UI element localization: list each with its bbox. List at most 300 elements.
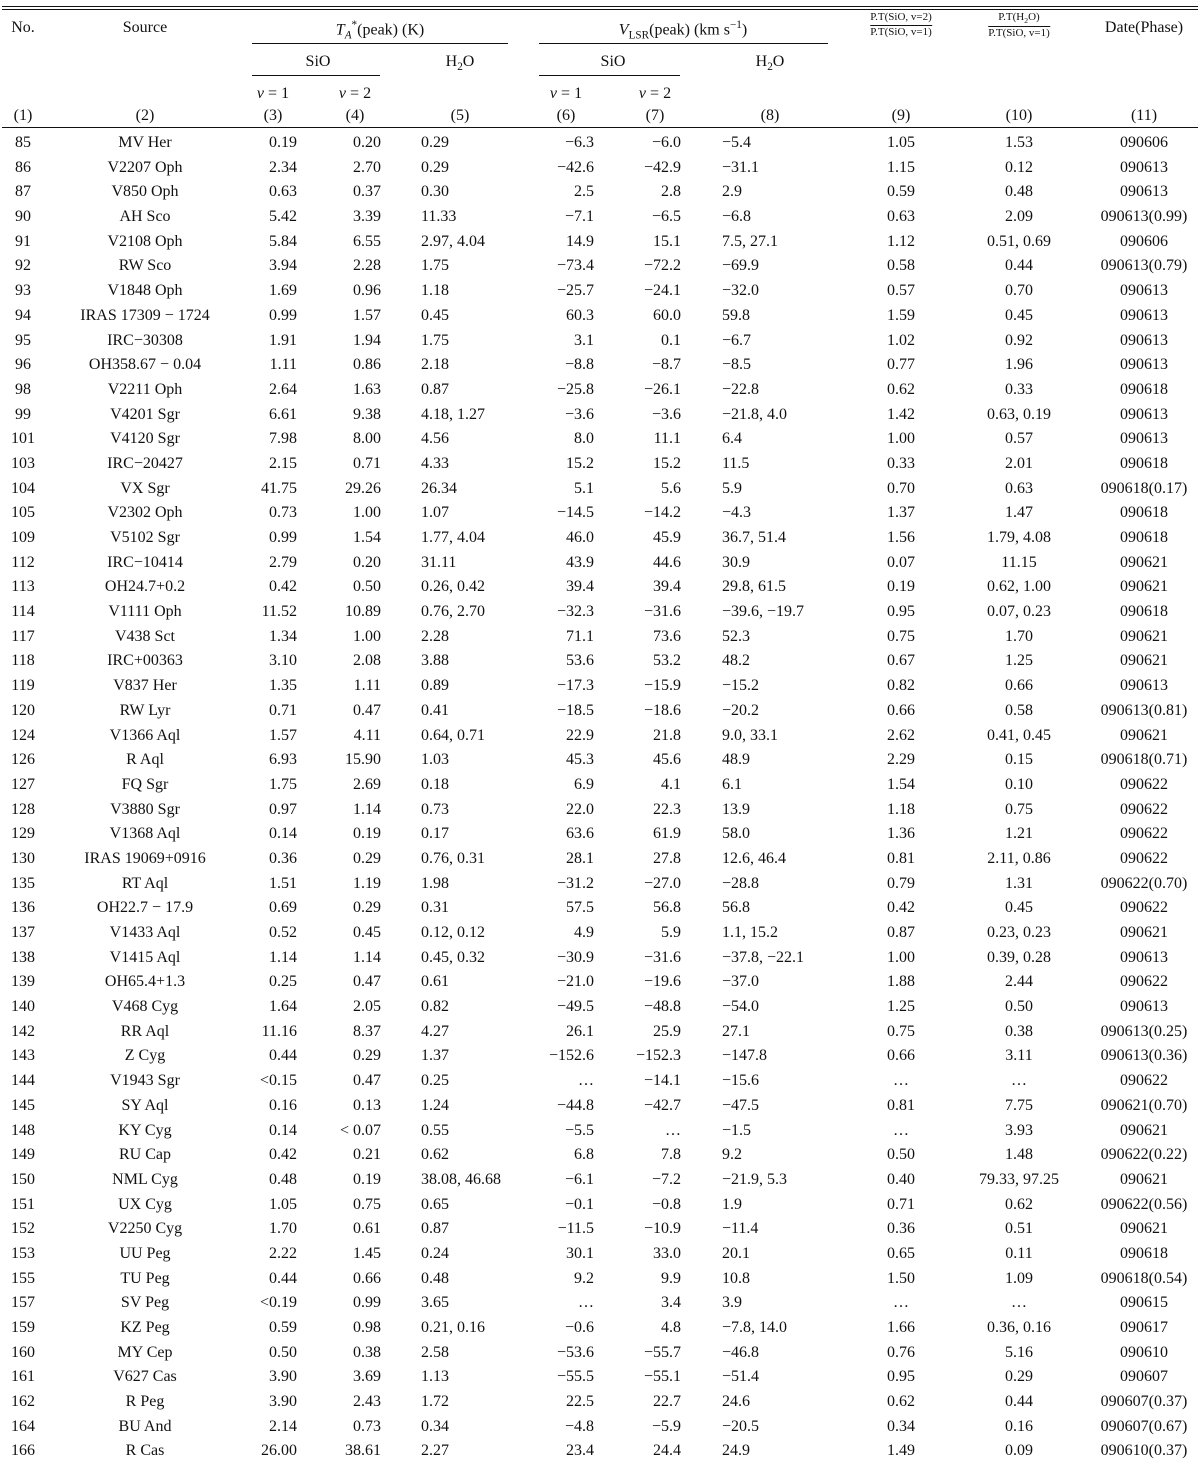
cell-vlsr-sio-v2: 4.8 xyxy=(661,1319,681,1336)
cell-vlsr-sio-v1: −152.6 xyxy=(548,1047,594,1065)
cell-ta-h2o: 0.29 xyxy=(421,158,449,176)
cell-vlsr-sio-v1: 5.1 xyxy=(574,479,594,497)
cell-ta-sio-v1: 3.94 xyxy=(269,257,297,275)
cell-source: V1943 Sgr xyxy=(110,1072,180,1090)
cell-number: 164 xyxy=(11,1417,35,1435)
cell-vlsr-sio-v2: −10.9 xyxy=(643,1220,681,1238)
cell-vlsr-sio-v2: −55.7 xyxy=(643,1343,681,1361)
cell-vlsr-h2o: 56.8 xyxy=(722,899,750,917)
cell-source: V1415 Aql xyxy=(109,948,181,966)
cell-date-phase: 090607(0.37) xyxy=(1100,1393,1188,1411)
cell-vlsr-h2o: 58.0 xyxy=(722,825,750,843)
cell-ta-sio-v2: 2.70 xyxy=(353,158,381,176)
cell-date-phase: 090613(0.81) xyxy=(1100,701,1188,719)
cell-source: V1433 Aql xyxy=(109,924,181,941)
cell-vlsr-sio-v2: −55.1 xyxy=(643,1368,681,1386)
cell-number: 92 xyxy=(15,257,31,275)
cell-date-phase: 090622 xyxy=(1120,1072,1168,1090)
cell-vlsr-sio-v2: 22.7 xyxy=(653,1393,681,1411)
cell-vlsr-sio-v2: −42.7 xyxy=(643,1096,681,1114)
cell-vlsr-sio-v1: 22.5 xyxy=(566,1393,594,1411)
cell-ratio-sio: 1.05 xyxy=(887,134,915,151)
cell-ratio-h2o: 1.21 xyxy=(1005,825,1033,843)
cell-number: 135 xyxy=(11,874,35,892)
table-row xyxy=(0,452,1200,477)
cell-ratio-sio: 0.79 xyxy=(887,874,915,892)
cell-ratio-sio: 0.71 xyxy=(887,1195,915,1213)
cell-date-phase: 090613 xyxy=(1120,158,1168,176)
cell-ratio-sio: 0.65 xyxy=(887,1244,915,1262)
cell-date-phase: 090622(0.22) xyxy=(1100,1146,1188,1164)
cell-vlsr-sio-v1: −49.5 xyxy=(556,998,594,1016)
cell-ta-sio-v2: 0.73 xyxy=(353,1417,381,1435)
table-row xyxy=(0,649,1200,674)
cell-vlsr-h2o: 1.9 xyxy=(722,1195,742,1213)
cell-number: 128 xyxy=(11,800,35,818)
table-row xyxy=(0,304,1200,329)
cell-number: 127 xyxy=(11,775,35,793)
cell-ratio-sio: 1.00 xyxy=(887,430,915,448)
cell-ta-sio-v1: 2.64 xyxy=(269,380,297,398)
cell-vlsr-sio-v2: −8.7 xyxy=(651,356,681,374)
cell-vlsr-sio-v1: 63.6 xyxy=(566,825,594,843)
cell-vlsr-sio-v1: 3.1 xyxy=(574,331,594,349)
cell-date-phase: 090613(0.36) xyxy=(1100,1047,1188,1065)
cell-vlsr-h2o: −51.4 xyxy=(722,1368,760,1386)
cell-ta-h2o: 0.76, 2.70 xyxy=(421,603,485,621)
cell-ratio-h2o: 0.16 xyxy=(1005,1417,1033,1435)
cell-date-phase: 090622 xyxy=(1120,775,1168,793)
cell-ratio-sio: 1.36 xyxy=(887,825,915,843)
cell-ta-sio-v2: 0.47 xyxy=(353,973,381,991)
cell-ratio-h2o: 3.11 xyxy=(1005,1047,1033,1065)
cell-vlsr-sio-v2: −152.3 xyxy=(635,1047,681,1065)
cell-source: V4120 Sgr xyxy=(110,430,180,448)
cell-ta-sio-v1: 0.44 xyxy=(269,1047,297,1065)
cell-source: V1848 Oph xyxy=(107,282,183,300)
cell-vlsr-sio-v1: −55.5 xyxy=(556,1368,594,1386)
cell-source: V627 Cas xyxy=(113,1368,177,1386)
top-rule xyxy=(2,6,1198,7)
cell-vlsr-sio-v2: −31.6 xyxy=(643,603,681,621)
cell-ta-sio-v2: 9.38 xyxy=(353,405,381,423)
cell-ta-sio-v2: 29.26 xyxy=(345,479,381,497)
cell-vlsr-h2o: −39.6, −19.7 xyxy=(722,603,805,621)
table-row xyxy=(0,625,1200,650)
cell-date-phase: 090618 xyxy=(1120,529,1168,546)
cell-source: RR Aql xyxy=(120,1022,170,1040)
cell-vlsr-h2o: 7.5, 27.1 xyxy=(722,232,778,250)
cell-vlsr-sio-v2: 22.3 xyxy=(653,800,681,818)
cell-ratio-sio: 0.95 xyxy=(887,1368,915,1386)
cell-vlsr-h2o: −15.6 xyxy=(722,1072,760,1090)
cell-source: KY Cyg xyxy=(118,1121,172,1139)
cell-source: V850 Oph xyxy=(111,183,179,201)
cell-ta-sio-v2: 3.69 xyxy=(353,1368,381,1386)
cell-ta-sio-v1: 0.36 xyxy=(269,849,297,867)
cell-date-phase: 090606 xyxy=(1120,134,1168,151)
cell-vlsr-sio-v2: 60.0 xyxy=(653,306,681,324)
cell-ta-sio-v1: 0.14 xyxy=(269,825,297,843)
cell-ta-h2o: 1.13 xyxy=(421,1368,449,1386)
header-ratio-h2o: $P.T(H_2O)$ P.T(SiO, v=1) xyxy=(988,11,1050,40)
cell-ta-sio-v1: 2.34 xyxy=(269,158,297,176)
colnum-4: (4) xyxy=(345,107,365,124)
cell-vlsr-sio-v1: −25.7 xyxy=(556,282,594,300)
cell-ratio-h2o: 0.63, 0.19 xyxy=(987,405,1051,423)
cell-vlsr-sio-v2: −15.9 xyxy=(643,677,681,695)
cell-ta-sio-v2: 2.05 xyxy=(353,998,381,1016)
cell-ratio-sio: 0.75 xyxy=(887,1022,915,1040)
cell-ta-sio-v2: 3.39 xyxy=(353,208,381,226)
cell-date-phase: 090621(0.70) xyxy=(1100,1096,1188,1114)
cell-ratio-sio: 0.59 xyxy=(887,183,915,201)
cell-vlsr-sio-v2: −6.5 xyxy=(651,208,681,226)
cell-ratio-h2o: 0.51, 0.69 xyxy=(987,232,1051,250)
cell-ta-sio-v2: 0.45 xyxy=(353,924,381,941)
cell-ta-sio-v1: 0.25 xyxy=(269,973,297,991)
cell-ta-h2o: 0.25 xyxy=(421,1072,449,1090)
cell-ta-h2o: 1.37 xyxy=(421,1047,449,1065)
cell-date-phase: 090613 xyxy=(1120,677,1168,695)
cell-date-phase: 090613(0.99) xyxy=(1100,208,1188,226)
cell-vlsr-sio-v1: 2.5 xyxy=(574,183,594,201)
cell-source: RW Sco xyxy=(118,257,172,275)
cell-ratio-sio: 0.81 xyxy=(887,849,915,867)
cell-ta-sio-v1: 1.35 xyxy=(269,677,297,695)
table-row xyxy=(0,773,1200,798)
cell-source: OH24.7+0.2 xyxy=(104,578,186,596)
colnum-11: (11) xyxy=(1130,107,1158,124)
cell-vlsr-sio-v2: 27.8 xyxy=(653,849,681,867)
cell-ta-sio-v2: 1.94 xyxy=(353,331,381,349)
cell-source: V1366 Aql xyxy=(109,726,181,744)
table-row xyxy=(0,946,1200,971)
cell-vlsr-sio-v1: −30.9 xyxy=(556,948,594,966)
cell-ta-sio-v1: 1.51 xyxy=(269,874,297,892)
cell-ta-h2o: 2.58 xyxy=(421,1343,449,1361)
cell-vlsr-sio-v1: 23.4 xyxy=(566,1442,594,1460)
cell-ta-sio-v1: 1.91 xyxy=(269,331,297,349)
cell-vlsr-sio-v1: −14.5 xyxy=(556,504,594,522)
cell-vlsr-sio-v2: 25.9 xyxy=(653,1022,681,1040)
cell-date-phase: 090622 xyxy=(1120,800,1168,818)
cell-vlsr-sio-v2: 11.1 xyxy=(653,430,681,448)
cell-ratio-h2o: 0.66 xyxy=(1005,677,1033,695)
header-v1-ta: v = 1 xyxy=(256,85,290,102)
cell-number: 104 xyxy=(11,479,35,497)
cell-vlsr-h2o: −21.8, 4.0 xyxy=(722,405,788,423)
cell-ratio-sio: 0.33 xyxy=(887,454,915,472)
cell-vlsr-h2o: −37.0 xyxy=(722,973,760,991)
cell-vlsr-h2o: 10.8 xyxy=(722,1269,750,1287)
table-row xyxy=(0,501,1200,526)
cell-source: OH358.67 − 0.04 xyxy=(88,356,202,374)
cell-vlsr-h2o: −11.4 xyxy=(722,1220,759,1238)
cell-date-phase: 090621 xyxy=(1120,652,1168,670)
cell-date-phase: 090610(0.37) xyxy=(1100,1442,1188,1460)
cell-vlsr-sio-v2: 0.1 xyxy=(661,331,681,349)
cell-ratio-sio: 0.62 xyxy=(887,380,915,398)
cell-vlsr-sio-v1: −32.3 xyxy=(556,603,594,621)
cell-number: 85 xyxy=(15,134,31,151)
cell-vlsr-h2o: 52.3 xyxy=(722,627,750,645)
cell-ratio-h2o: 0.45 xyxy=(1005,306,1033,324)
cell-ratio-sio: 1.12 xyxy=(887,232,915,250)
table-row xyxy=(0,254,1200,279)
cell-ratio-sio: 0.58 xyxy=(887,257,915,275)
table-row xyxy=(0,1044,1200,1069)
cell-ratio-h2o: 0.45 xyxy=(1005,899,1033,917)
table-row xyxy=(0,131,1200,156)
cell-ta-sio-v1: 0.63 xyxy=(269,183,297,201)
cell-source: UX Cyg xyxy=(118,1195,172,1213)
cell-vlsr-h2o: −20.5 xyxy=(722,1417,760,1435)
cell-ratio-h2o: 2.09 xyxy=(1005,208,1033,226)
table-row xyxy=(0,995,1200,1020)
cell-ratio-h2o: 0.36, 0.16 xyxy=(987,1319,1051,1336)
cell-ta-sio-v2: 15.90 xyxy=(345,751,381,769)
cell-vlsr-h2o: 20.1 xyxy=(722,1244,750,1262)
cell-vlsr-h2o: −28.8 xyxy=(722,874,760,892)
cell-date-phase: 090613 xyxy=(1120,356,1168,374)
cell-ratio-h2o: 1.79, 4.08 xyxy=(987,529,1051,546)
cell-ratio-sio: 2.62 xyxy=(887,726,915,744)
cell-ta-h2o: 0.82 xyxy=(421,998,449,1016)
cell-number: 159 xyxy=(11,1319,35,1336)
cell-vlsr-sio-v2: 5.9 xyxy=(661,924,681,941)
cell-ta-sio-v1: 1.05 xyxy=(269,1195,297,1213)
cell-ta-sio-v1: 2.15 xyxy=(269,454,297,472)
cell-source: V2108 Oph xyxy=(107,232,183,250)
cell-source: OH65.4+1.3 xyxy=(104,973,186,991)
table-row xyxy=(0,921,1200,946)
table-row xyxy=(0,822,1200,847)
cell-number: 136 xyxy=(11,899,35,917)
cell-ratio-h2o: 0.39, 0.28 xyxy=(987,948,1051,966)
cell-ratio-sio: 2.29 xyxy=(887,751,915,769)
cell-date-phase: 090622(0.56) xyxy=(1100,1195,1188,1213)
cell-date-phase: 090607(0.67) xyxy=(1100,1417,1188,1435)
cell-number: 95 xyxy=(15,331,31,349)
cell-vlsr-h2o: 9.2 xyxy=(722,1146,742,1164)
cell-vlsr-sio-v2: 44.6 xyxy=(653,553,681,571)
cell-ta-sio-v1: 0.42 xyxy=(269,578,297,596)
cell-ratio-sio: 0.57 xyxy=(887,282,915,300)
cell-ratio-h2o: 0.09 xyxy=(1005,1442,1033,1460)
cell-ratio-h2o: 1.48 xyxy=(1005,1146,1033,1164)
cell-ratio-h2o: 11.15 xyxy=(1001,553,1037,571)
cell-vlsr-h2o: 29.8, 61.5 xyxy=(722,578,786,596)
cell-number: 143 xyxy=(11,1047,35,1065)
cell-date-phase: 090622(0.70) xyxy=(1100,874,1188,892)
table-row xyxy=(0,724,1200,749)
cell-vlsr-sio-v1: −53.6 xyxy=(556,1343,594,1361)
cell-number: 94 xyxy=(15,306,31,324)
cell-number: 112 xyxy=(11,553,35,571)
cell-vlsr-sio-v2: 21.8 xyxy=(653,726,681,744)
cell-ta-h2o: 3.88 xyxy=(421,652,449,670)
cell-ta-h2o: 2.18 xyxy=(421,356,449,374)
cell-vlsr-sio-v1: −8.8 xyxy=(564,356,594,374)
cell-vlsr-sio-v2: 5.6 xyxy=(661,479,681,497)
cell-ta-h2o: 0.31 xyxy=(421,899,449,917)
cell-ta-sio-v1: 1.34 xyxy=(269,627,297,645)
cell-vlsr-sio-v1: 57.5 xyxy=(566,899,594,917)
cell-vlsr-sio-v1: … xyxy=(578,1072,594,1090)
cell-vlsr-sio-v2: 7.8 xyxy=(661,1146,681,1164)
cell-date-phase: 090613 xyxy=(1120,282,1168,300)
table-row xyxy=(0,1439,1200,1464)
cell-vlsr-h2o: 9.0, 33.1 xyxy=(722,726,778,744)
table-row xyxy=(0,180,1200,205)
cell-source: V2250 Cyg xyxy=(107,1220,183,1238)
cell-ta-sio-v2: 0.86 xyxy=(353,356,381,374)
colnum-2: (2) xyxy=(135,107,155,124)
cell-ta-sio-v2: 0.19 xyxy=(353,825,381,843)
cell-number: 118 xyxy=(11,652,35,670)
cell-vlsr-sio-v2: 15.2 xyxy=(653,454,681,472)
cell-ratio-sio: 0.82 xyxy=(887,677,915,695)
cell-vlsr-h2o: −21.9, 5.3 xyxy=(722,1170,788,1188)
cell-number: 126 xyxy=(11,751,35,769)
cell-vlsr-sio-v1: 45.3 xyxy=(566,751,594,769)
header-ta-peak: $T_A^*(peak)$ (K) xyxy=(335,19,425,42)
table-row xyxy=(0,970,1200,995)
cell-vlsr-sio-v1: −44.8 xyxy=(556,1096,594,1114)
cell-ta-sio-v1: 0.99 xyxy=(269,529,297,546)
sio-ta-rule xyxy=(252,75,380,76)
cell-number: 105 xyxy=(11,504,35,522)
cell-source: V3880 Sgr xyxy=(110,800,180,818)
cell-ta-h2o: 0.18 xyxy=(421,775,449,793)
cell-source: BU And xyxy=(118,1417,172,1435)
cell-ratio-h2o: 0.44 xyxy=(1005,257,1033,275)
cell-ratio-sio: 1.18 xyxy=(887,800,915,818)
cell-source: RU Cap xyxy=(119,1146,171,1164)
header-date-phase: Date(Phase) xyxy=(1104,19,1184,36)
cell-vlsr-h2o: −4.3 xyxy=(722,504,752,522)
cell-source: V2302 Oph xyxy=(107,504,183,522)
cell-ratio-h2o: 1.70 xyxy=(1005,627,1033,645)
header-sio-vlsr: SiO xyxy=(600,53,626,70)
cell-source: R Aql xyxy=(126,751,164,769)
cell-date-phase: 090613(0.79) xyxy=(1100,257,1188,275)
cell-date-phase: 090618(0.54) xyxy=(1100,1269,1188,1287)
cell-ratio-h2o: 0.62, 1.00 xyxy=(987,578,1051,596)
cell-ratio-sio: 1.15 xyxy=(887,158,915,176)
cell-ratio-sio: 0.76 xyxy=(887,1343,915,1361)
cell-vlsr-sio-v1: 39.4 xyxy=(566,578,594,596)
cell-ta-sio-v2: 0.13 xyxy=(353,1096,381,1114)
cell-vlsr-sio-v1: 14.9 xyxy=(566,232,594,250)
cell-date-phase: 090622 xyxy=(1120,849,1168,867)
cell-source: IRAS 17309 − 1724 xyxy=(80,306,210,324)
cell-number: 119 xyxy=(11,677,35,695)
cell-number: 138 xyxy=(11,948,35,966)
cell-vlsr-h2o: −8.5 xyxy=(722,356,752,374)
cell-vlsr-sio-v2: −14.2 xyxy=(643,504,681,522)
cell-ta-sio-v2: 2.69 xyxy=(353,775,381,793)
colnum-9: (9) xyxy=(891,107,911,124)
cell-vlsr-sio-v1: 71.1 xyxy=(566,627,594,645)
cell-ta-h2o: 0.45, 0.32 xyxy=(421,948,485,966)
cell-ratio-sio: 0.62 xyxy=(887,1393,915,1411)
cell-vlsr-sio-v2: 39.4 xyxy=(653,578,681,596)
cell-ratio-sio: 0.87 xyxy=(887,924,915,941)
cell-ratio-h2o: 3.93 xyxy=(1005,1121,1033,1139)
cell-ratio-h2o: 0.48 xyxy=(1005,183,1033,201)
cell-ta-sio-v2: 1.57 xyxy=(353,306,381,324)
cell-date-phase: 090621 xyxy=(1120,726,1168,744)
cell-date-phase: 090613 xyxy=(1120,998,1168,1016)
cell-date-phase: 090622 xyxy=(1120,899,1168,917)
cell-date-phase: 090618 xyxy=(1120,603,1168,621)
cell-vlsr-sio-v2: −14.1 xyxy=(643,1072,681,1090)
cell-ta-sio-v2: 0.47 xyxy=(353,1072,381,1090)
table-body xyxy=(0,131,1200,1464)
table-row xyxy=(0,1316,1200,1341)
cell-ta-sio-v1: 2.14 xyxy=(269,1417,297,1435)
cell-ratio-sio: 1.37 xyxy=(887,504,915,522)
header-vlsr-peak: $V_{LSR}(peak)$ (km $s^{-1}$) xyxy=(618,19,748,42)
table-row xyxy=(0,329,1200,354)
cell-vlsr-sio-v1: −7.1 xyxy=(564,208,594,226)
cell-ratio-sio: 1.50 xyxy=(887,1269,915,1287)
cell-ta-sio-v1: 7.98 xyxy=(269,430,297,448)
cell-ta-sio-v2: 1.54 xyxy=(353,529,381,546)
cell-number: 140 xyxy=(11,998,35,1016)
cell-ratio-h2o: 2.44 xyxy=(1005,973,1033,991)
cell-vlsr-sio-v1: −0.6 xyxy=(564,1319,594,1336)
cell-ta-sio-v2: 2.08 xyxy=(353,652,381,670)
cell-source: IRC−20427 xyxy=(107,454,183,472)
cell-source: VX Sgr xyxy=(120,479,170,497)
cell-vlsr-sio-v2: −7.2 xyxy=(651,1170,681,1188)
table-row xyxy=(0,205,1200,230)
table-row xyxy=(0,403,1200,428)
table-row xyxy=(0,674,1200,699)
cell-ta-sio-v2: 1.63 xyxy=(353,380,381,398)
cell-ta-sio-v2: 0.71 xyxy=(353,454,381,472)
cell-vlsr-sio-v2: 73.6 xyxy=(653,627,681,645)
cell-vlsr-sio-v1: −17.3 xyxy=(556,677,594,695)
cell-ta-sio-v2: 1.14 xyxy=(353,948,381,966)
cell-ta-h2o: 0.87 xyxy=(421,380,449,398)
cell-ta-h2o: 0.73 xyxy=(421,800,449,818)
cell-ratio-h2o: 1.25 xyxy=(1005,652,1033,670)
vlsr-span-rule xyxy=(539,43,828,44)
cell-source: NML Cyg xyxy=(112,1170,178,1188)
table-row xyxy=(0,1069,1200,1094)
cell-number: 113 xyxy=(11,578,35,596)
cell-vlsr-sio-v1: 22.9 xyxy=(566,726,594,744)
cell-number: 144 xyxy=(11,1072,35,1090)
cell-ta-h2o: 0.45 xyxy=(421,306,449,324)
cell-number: 101 xyxy=(11,430,35,448)
cell-ta-sio-v2: 8.37 xyxy=(353,1022,381,1040)
cell-ratio-h2o: 0.11 xyxy=(1005,1244,1033,1262)
table-row xyxy=(0,600,1200,625)
cell-ta-sio-v2: 2.43 xyxy=(353,1393,381,1411)
cell-vlsr-sio-v2: −26.1 xyxy=(643,380,681,398)
cell-ta-sio-v1: 0.50 xyxy=(269,1343,297,1361)
cell-ratio-sio: 0.34 xyxy=(887,1417,915,1435)
cell-source: SV Peg xyxy=(120,1294,170,1312)
cell-vlsr-h2o: 12.6, 46.4 xyxy=(722,849,786,867)
cell-ta-sio-v2: 10.89 xyxy=(345,603,381,621)
cell-vlsr-sio-v1: −6.3 xyxy=(564,134,594,151)
